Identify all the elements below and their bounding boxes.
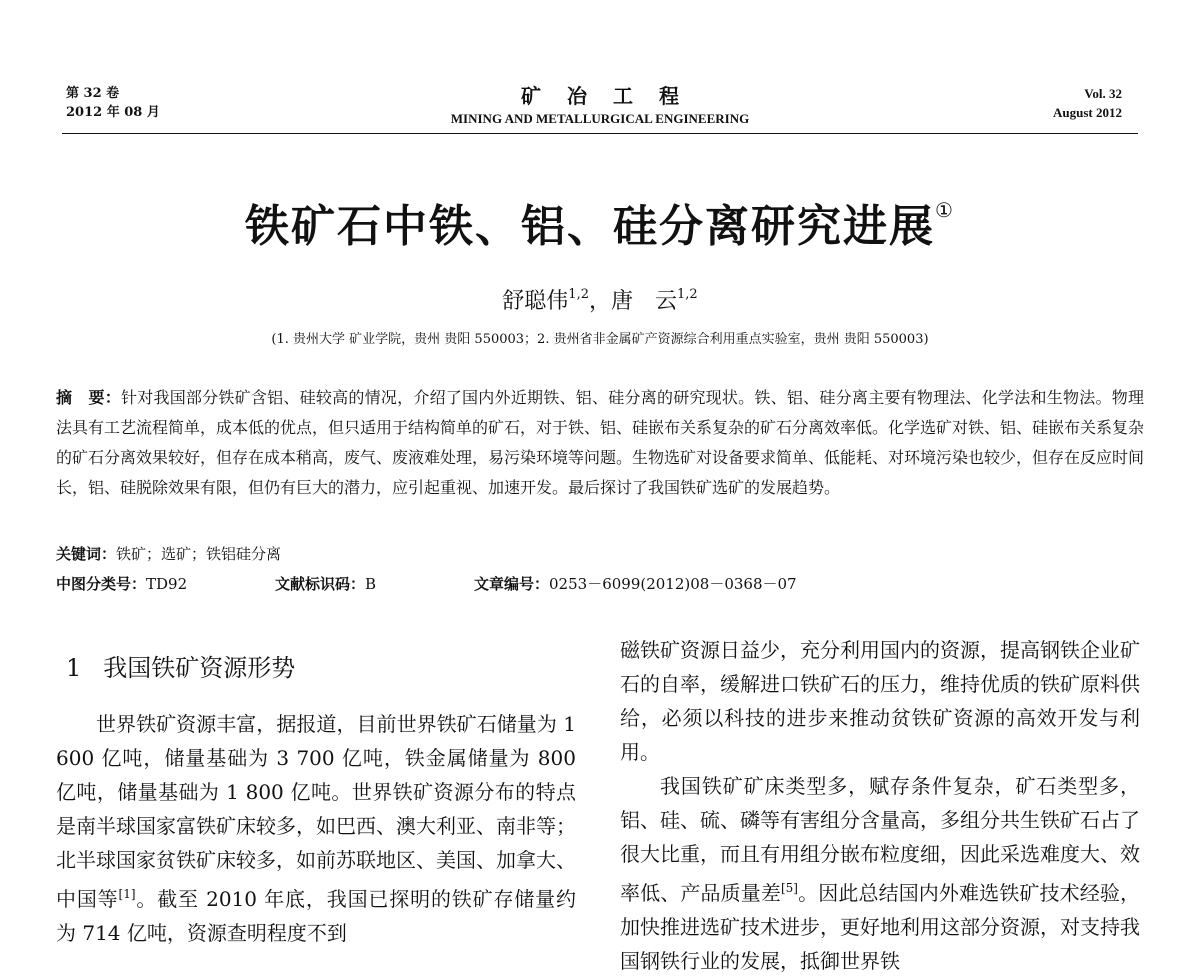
body-left-column xyxy=(56,707,576,950)
clc-number xyxy=(56,573,187,594)
header-center xyxy=(0,80,1200,127)
volume-cn: 第 32 卷 xyxy=(66,86,120,101)
author-1-affiliation: 1,2 xyxy=(568,287,589,302)
paragraph-text: 。因此总结国内外难选铁矿技术经验，加快推进选矿技术进步，更好地利用这部分资源，对支持我国钢铁行业的发展，抵御世界铁 xyxy=(620,881,1141,973)
author-2: 唐 云 xyxy=(611,289,678,314)
keywords xyxy=(56,543,281,564)
paragraph-text: 。截至 2010 年底，我国已探明的铁矿存储量约为 714 亿吨，资源查明程度不到 xyxy=(56,887,576,945)
abstract xyxy=(56,383,1144,503)
citation-ref: [1] xyxy=(118,887,136,901)
date-en: August 2012 xyxy=(1053,105,1122,120)
clc-value: TD92 xyxy=(146,575,188,593)
author-1: 舒聪伟 xyxy=(502,289,569,314)
abstract-text: 针对我国部分铁矿含铝、硅较高的情况，介绍了国内外近期铁、铝、硅分离的研究现状。铁、铝、硅分离主要有物理法、化学法和生物法。物理法具有工艺流程简单，成本低的优点，但只适用于结构简单的矿石，对于铁、铝、硅嵌布关系复杂的矿石分离效率低。化学选矿对铁、铝、硅嵌布关系复杂的矿石分离效果较好，但存在成本稍高，废气、废液难处理，易污染环境等问题。生物选矿对设备要求简单、低能耗、对环境污染也较少，但存在反应时间长，铝、硅脱除效果有限，但仍有巨大的潜力，应引起重视、加速开发。最后探讨了我国铁矿选矿的发展趋势。 xyxy=(56,388,1145,497)
section-number: 1 xyxy=(66,654,82,682)
clc-label: 中图分类号： xyxy=(56,575,147,593)
keywords-text: 铁矿；选矿；铁铝硅分离 xyxy=(116,545,282,563)
author-2-affiliation: 1,2 xyxy=(677,287,698,302)
document-code-value: B xyxy=(365,575,377,593)
paragraph xyxy=(56,707,576,950)
journal-title-cn: 矿冶工程 xyxy=(521,84,705,108)
section-title: 我国铁矿资源形势 xyxy=(103,654,296,682)
paragraph: 磁铁矿资源日益少，充分利用国内的资源，提高钢铁企业矿石的自率，缓解进口铁矿石的压力，维持优质的铁矿原料供给，必须以科技的进步来推动贫铁矿资源的高效开发与利用。 xyxy=(620,638,1140,764)
keywords-label: 关键词： xyxy=(56,545,117,563)
article-title xyxy=(0,190,1200,254)
affiliations: (1. 贵州大学 矿业学院，贵州 贵阳 550003；2. 贵州省非金属矿产资源综合利用重点实验室，贵州 贵阳 550003) xyxy=(271,332,929,347)
article-number-value: 0253－6099(2012)08－0368－07 xyxy=(549,575,797,593)
paragraph-text: 世界铁矿资源丰富，据报道，目前世界铁矿石储量为 1 600 亿吨，储量基础为 3 700 亿吨，铁金属储量为 800 亿吨，储量基础为 1 800 亿吨。世界铁矿资源分布的特点是南半球国家富铁矿床较多，如巴西、澳大利亚、南非等；北半球国家贫铁矿床较多，如前苏联地区、美国、加拿大、中国等 xyxy=(56,712,576,911)
date-cn: 2012 年 08 月 xyxy=(66,105,160,120)
header-right xyxy=(1053,84,1122,122)
journal-title-en: MINING AND METALLURGICAL ENGINEERING xyxy=(450,111,750,126)
body-right-column xyxy=(620,633,1140,978)
header-rule xyxy=(62,133,1138,134)
article-number xyxy=(474,573,797,594)
article-title-text: 铁矿石中铁、铝、硅分离研究进展 xyxy=(245,201,936,252)
volume-en: Vol. 32 xyxy=(1084,86,1122,101)
abstract-label: 摘 要： xyxy=(56,388,121,407)
author-line xyxy=(0,284,1200,315)
section-1-heading xyxy=(66,648,295,683)
document-code-label: 文献标识码： xyxy=(275,575,366,593)
paragraph-text: 我国铁矿矿床类型多，赋存条件复杂，矿石类型多，铝、硅、硫、磷等有害组分含量高，多组分共生铁矿石占了很大比重，而且有用组分嵌布粒度细，因此采选难度大、效率低、产品质量差 xyxy=(620,774,1140,905)
title-footnote-mark: ① xyxy=(935,198,955,222)
article-number-label: 文章编号： xyxy=(474,575,550,593)
paragraph xyxy=(620,769,1140,978)
citation-ref: [5] xyxy=(780,881,798,895)
author-separator: ， xyxy=(588,289,611,314)
document-code xyxy=(275,573,376,594)
